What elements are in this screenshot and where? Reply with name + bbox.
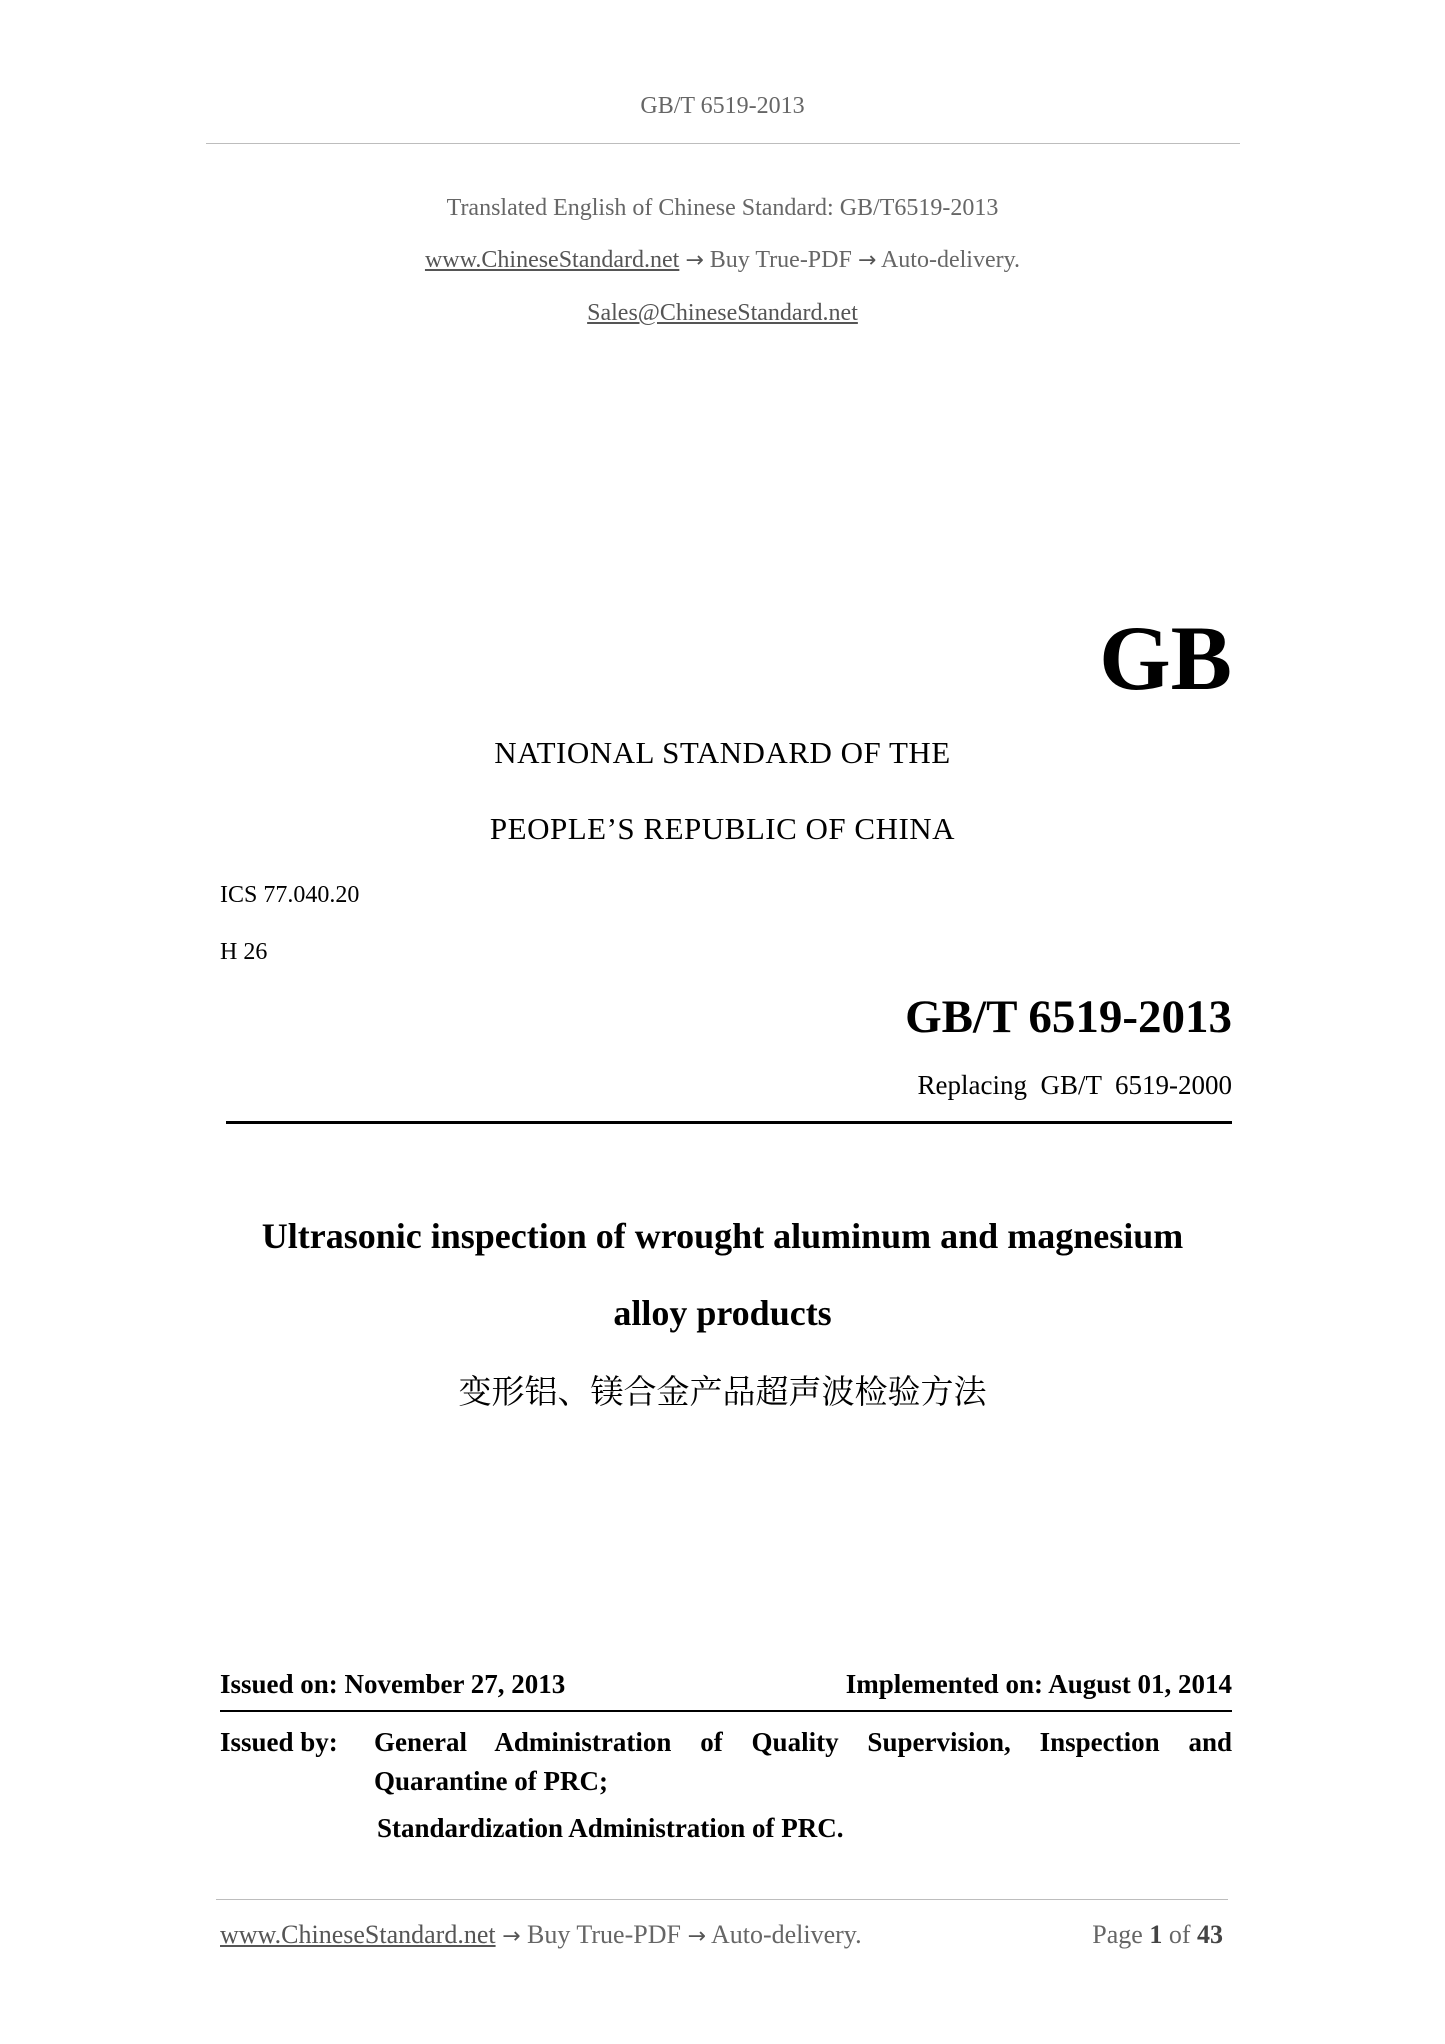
page-number: 1	[1149, 1920, 1163, 1949]
page-label: Page	[1092, 1920, 1143, 1949]
issuer1-line1: General Administration of Quality Supervision, Inspection and	[374, 1727, 1232, 1757]
title-line1: Ultrasonic inspection of wrought aluminum and magnesium	[261, 1216, 1184, 1256]
header-divider	[206, 143, 1240, 144]
footer-delivery-text: Auto-delivery.	[710, 1920, 862, 1949]
of-label: of	[1168, 1920, 1191, 1949]
dates-divider	[220, 1710, 1232, 1712]
standard-number: GB/T 6519-2013	[905, 991, 1232, 1043]
issuer1-line2: Quarantine of PRC;	[374, 1766, 608, 1796]
email-link[interactable]: Sales@ChineseStandard.net	[587, 300, 858, 326]
cover-divider	[226, 1121, 1232, 1124]
footer-purchase-line	[220, 1920, 862, 1950]
national-standard-line2: PEOPLE’S REPUBLIC OF CHINA	[489, 811, 956, 846]
implemented-on: Implemented on: August 01, 2014	[845, 1669, 1232, 1699]
ics-code: ICS 77.040.20	[220, 882, 360, 908]
replacing-note: Replacing GB/T 6519-2000	[917, 1070, 1232, 1100]
purchase-line	[0, 247, 1445, 274]
email-line	[0, 300, 1445, 327]
arrow-right-icon: →	[857, 248, 877, 273]
buy-text: Buy True-PDF	[709, 247, 852, 273]
footer-website-link[interactable]: www.ChineseStandard.net	[220, 1920, 496, 1949]
issuer2: Standardization Administration of PRC.	[377, 1813, 844, 1843]
issued-on: Issued on: November 27, 2013	[220, 1669, 566, 1699]
running-header: GB/T 6519-2013	[640, 93, 805, 119]
delivery-text: Auto-delivery.	[880, 247, 1021, 273]
issued-by-label: Issued by:	[220, 1727, 338, 1757]
footer-buy-text: Buy True-PDF	[527, 1920, 681, 1949]
translation-notice: Translated English of Chinese Standard: GB/T6519-2013	[446, 195, 999, 221]
total-pages: 43	[1197, 1920, 1223, 1949]
national-standard-line1: NATIONAL STANDARD OF THE	[494, 735, 951, 770]
gb-logo: GB	[1099, 607, 1232, 709]
arrow-right-icon: →	[687, 1924, 706, 1949]
website-link[interactable]: www.ChineseStandard.net	[424, 247, 680, 273]
title-line2: alloy products	[613, 1293, 832, 1333]
arrow-right-icon: →	[502, 1924, 521, 1949]
footer-divider	[216, 1899, 1228, 1900]
arrow-right-icon: →	[685, 248, 704, 273]
page-indicator	[1092, 1920, 1223, 1950]
ccs-code: H 26	[220, 939, 268, 965]
chinese-title: 变形铝、镁合金产品超声波检验方法	[458, 1372, 987, 1411]
